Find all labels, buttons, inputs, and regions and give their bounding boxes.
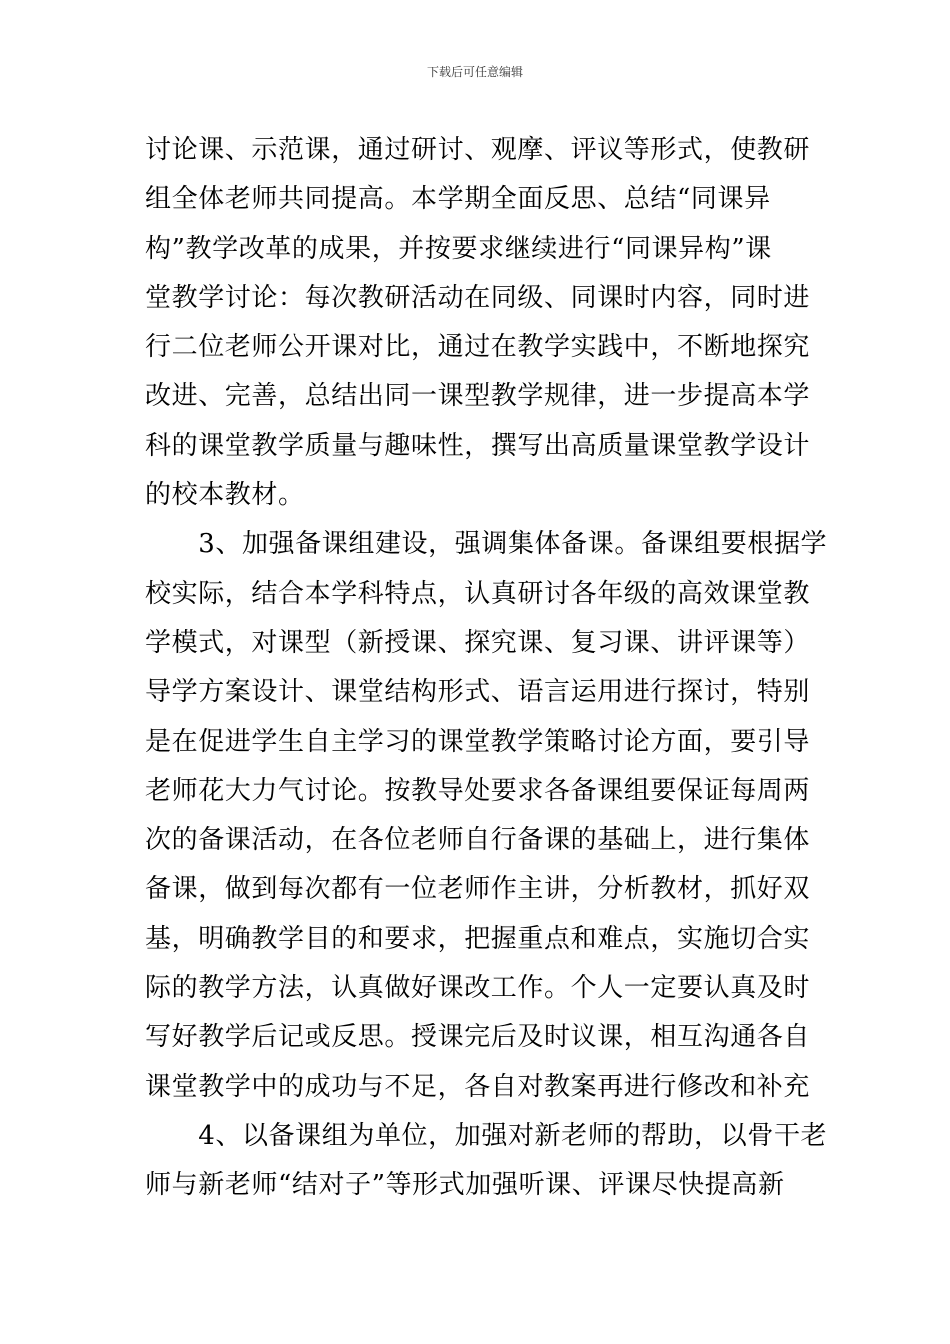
- text-line: 的校本教材。: [145, 480, 305, 511]
- text-line: 基，明确教学目的和要求，把握重点和难点，实施切合实: [145, 923, 811, 954]
- text-line: 学模式，对课型（新授课、探究课、复习课、讲评课等）: [145, 627, 811, 658]
- text-line: 科的课堂教学质量与趣味性，撰写出高质量课堂教学设计: [145, 430, 811, 461]
- text-line: 导学方案设计、课堂结构形式、语言运用进行探讨，特别: [145, 677, 811, 708]
- page-header: 下载后可任意编辑: [426, 65, 523, 79]
- text-line: 老师花大力气讨论。按教导处要求各备课组要保证每周两: [145, 775, 811, 806]
- text-line: 组全体老师共同提高。本学期全面反思、总结“同课异: [145, 184, 771, 215]
- text-line: 行二位老师公开课对比，通过在教学实践中，不断地探究: [145, 332, 811, 363]
- text-line: 4、以备课组为单位，加强对新老师的帮助，以骨干老: [145, 1120, 828, 1151]
- text-line: 校实际，结合本学科特点，认真研讨各年级的高效课堂教: [145, 578, 811, 609]
- text-line: 课堂教学中的成功与不足，各自对教案再进行修改和补充: [145, 1071, 811, 1102]
- text-line: 讨论课、示范课，通过研讨、观摩、评议等形式，使教研: [145, 135, 811, 165]
- text-line: 备课，做到每次都有一位老师作主讲，分析教材，抓好双: [145, 874, 811, 905]
- text-line: 写好教学后记或反思。授课完后及时议课，相互沟通各自: [145, 1022, 811, 1053]
- text-line: 际的教学方法，认真做好课改工作。个人一定要认真及时: [145, 973, 811, 1004]
- text-line: 是在促进学生自主学习的课堂教学策略讨论方面，要引导: [145, 726, 811, 757]
- text-line: 构”教学改革的成果，并按要求继续进行“同课异构”课: [145, 233, 772, 264]
- document-body: [145, 126, 828, 1211]
- text-line: 师与新老师“结对子”等形式加强听课、评课尽快提高新: [145, 1170, 785, 1201]
- text-line: 改进、完善，总结出同一课型教学规律，进一步提高本学: [145, 381, 811, 412]
- text-line: 堂教学讨论：每次教研活动在同级、同课时内容，同时进: [145, 282, 811, 313]
- text-line: 3、加强备课组建设，强调集体备课。备课组要根据学: [145, 529, 828, 560]
- text-line: 次的备课活动，在各位老师自行备课的基础上，进行集体: [145, 825, 811, 856]
